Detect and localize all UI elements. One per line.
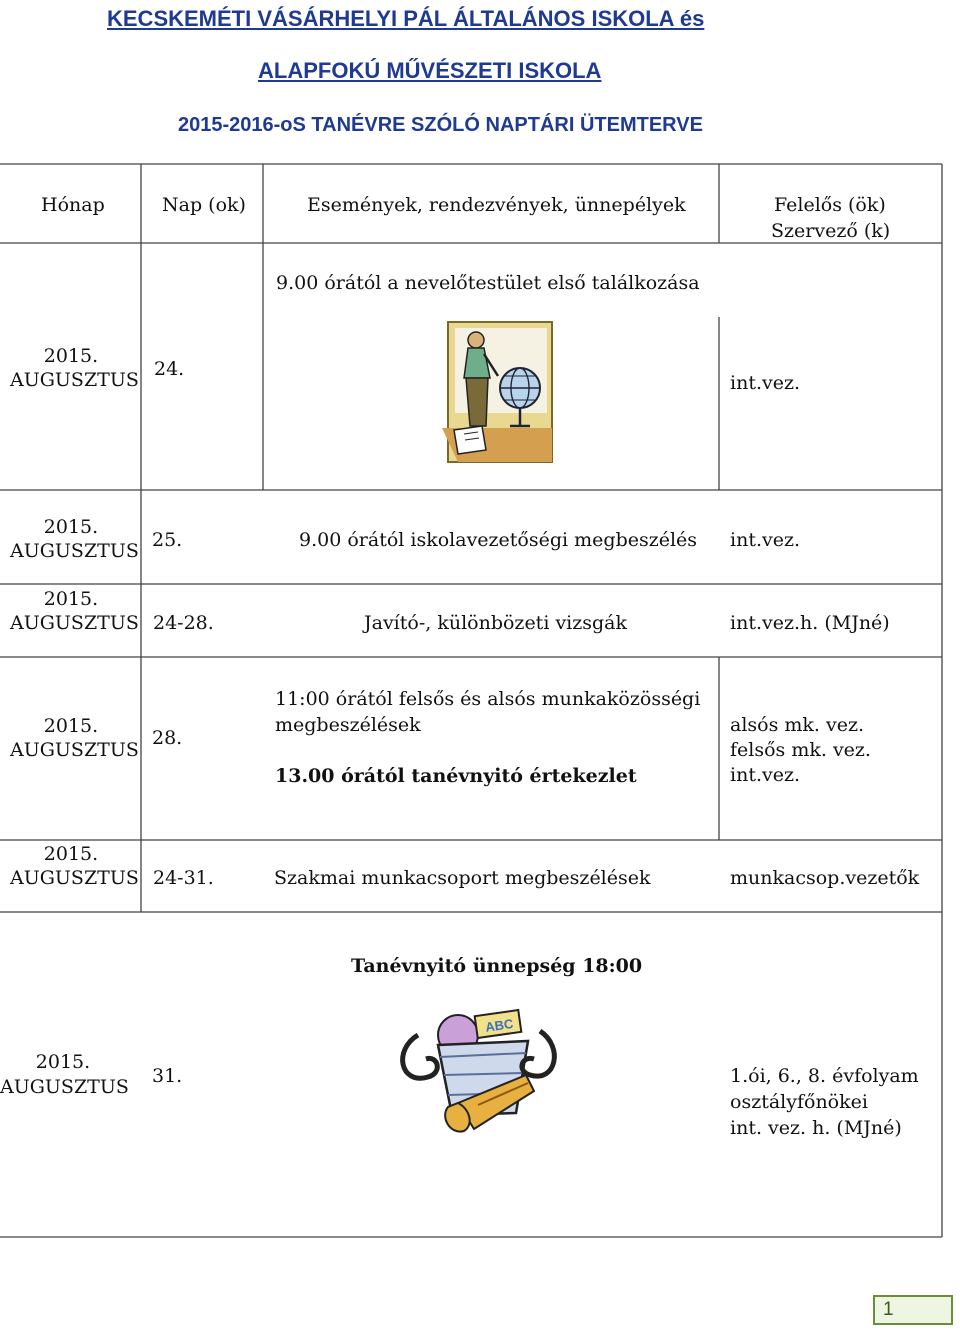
- row1-month: AUGUSZTUS: [10, 369, 139, 391]
- row3-year: 2015.: [43, 588, 99, 610]
- row6-responsible-3: int. vez. h. (MJné): [730, 1117, 902, 1139]
- row5-year: 2015.: [43, 843, 99, 865]
- row1-event: 9.00 órától a nevelőtestület első találkozása: [276, 272, 700, 294]
- row2-event: 9.00 órától iskolavezetőségi megbeszélés: [299, 529, 698, 551]
- row5-day: 24-31.: [153, 867, 214, 889]
- row4-month: AUGUSZTUS: [10, 739, 139, 761]
- document-subtitle: 2015-2016-oS TANÉVRE SZÓLÓ NAPTÁRI ÜTEMTERVE: [178, 114, 703, 136]
- row2-month: AUGUSZTUS: [10, 540, 139, 562]
- row5-month: AUGUSZTUS: [10, 867, 139, 889]
- col-header-events: Események, rendezvények, ünnepélyek: [307, 194, 686, 216]
- school-name-line2: ALAPFOKÚ MŰVÉSZETI ISKOLA: [258, 58, 602, 83]
- row4-event-3: 13.00 órától tanévnyitó értekezlet: [275, 765, 637, 787]
- row4-responsible-3: int.vez.: [730, 764, 801, 786]
- col-header-days: Nap (ok): [162, 194, 246, 216]
- page-number-badge: [873, 1295, 953, 1325]
- row1-day: 24.: [154, 358, 185, 380]
- row4-responsible-1: alsós mk. vez.: [730, 714, 865, 736]
- row6-month: AUGUSZTUS: [0, 1076, 129, 1098]
- teacher-globe-clipart: [440, 318, 555, 465]
- abc-block-text: ABC: [484, 1015, 515, 1035]
- row6-responsible-2: osztályfőnökei: [730, 1091, 868, 1113]
- row3-responsible: int.vez.h. (MJné): [730, 612, 890, 634]
- row1-year: 2015.: [43, 345, 99, 367]
- col-header-responsible-2: Szervező (k): [771, 220, 891, 242]
- row4-day: 28.: [152, 727, 183, 749]
- row1-responsible: int.vez.: [730, 372, 801, 394]
- row5-event: Szakmai munkacsoport megbeszélések: [274, 867, 651, 889]
- row3-day: 24-28.: [153, 612, 214, 634]
- row4-year: 2015.: [43, 715, 99, 737]
- row6-day: 31.: [152, 1065, 183, 1087]
- row4-responsible-2: felsős mk. vez.: [730, 739, 871, 761]
- row4-event-1: 11:00 órától felsős és alsós munkaközösségi: [275, 688, 701, 710]
- col-header-responsible-1: Felelős (ök): [774, 194, 886, 216]
- row3-month: AUGUSZTUS: [10, 612, 139, 634]
- row2-responsible: int.vez.: [730, 529, 801, 551]
- col-header-month: Hónap: [41, 194, 105, 216]
- row2-day: 25.: [152, 529, 183, 551]
- school-basket-clipart: [388, 995, 568, 1155]
- school-name-line1: KECSKEMÉTI VÁSÁRHELYI PÁL ÁLTALÁNOS ISKOLA és: [107, 6, 705, 31]
- row6-responsible-1: 1.ói, 6., 8. évfolyam: [730, 1065, 919, 1087]
- row6-year: 2015.: [35, 1051, 91, 1073]
- page-number: 1: [883, 1299, 894, 1320]
- row6-event: Tanévnyitó ünnepség 18:00: [351, 955, 643, 977]
- row2-year: 2015.: [43, 516, 99, 538]
- row4-event-2: megbeszélések: [275, 714, 421, 736]
- row5-responsible: munkacsop.vezetők: [730, 867, 920, 889]
- row3-event: Javító-, különbözeti vizsgák: [364, 612, 628, 634]
